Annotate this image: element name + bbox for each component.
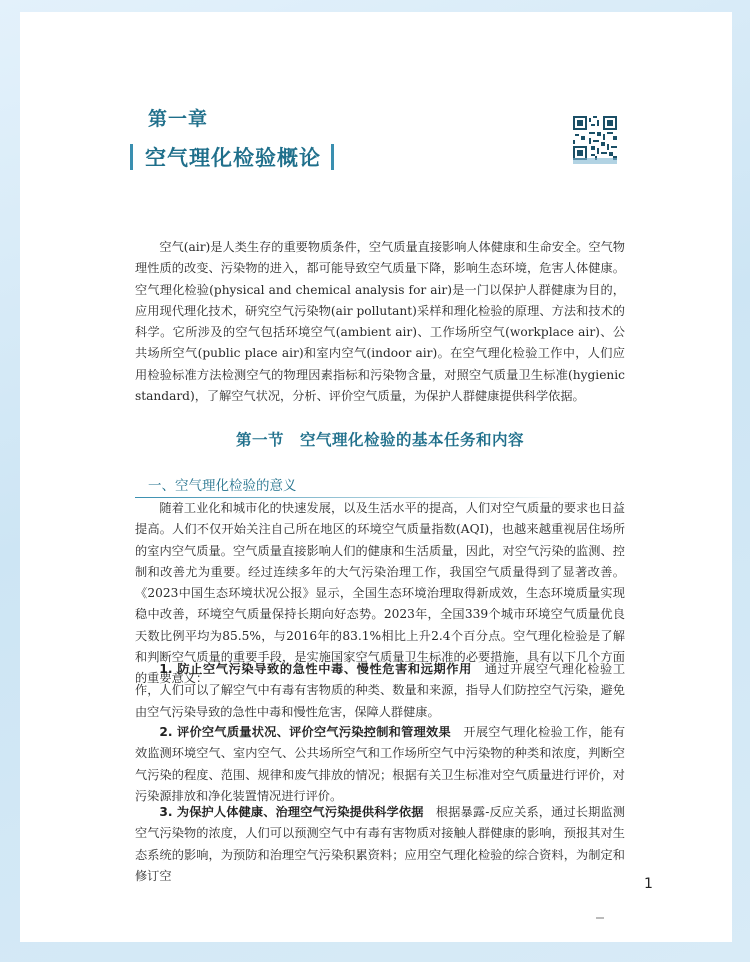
- subsection-title: 一、空气理化检验的意义: [148, 478, 297, 494]
- qr-code-icon[interactable]: [573, 116, 617, 160]
- page-number: 1: [644, 876, 653, 892]
- list-item-text: 根据暴露-反应关系，通过长期监测空气污染物的浓度，人们可以预测空气中有毒有害物质对接触人群健康的影响，预报其对生态系统的影响，为预防和治理空气污染积累资料；应用空气理化检验的综合资料，为制定和修订空: [135, 805, 625, 883]
- list-item: [135, 659, 625, 723]
- section-title: 第一节 空气理化检验的基本任务和内容: [235, 431, 524, 449]
- chapter-label: 第一章: [148, 108, 209, 130]
- chapter-title-block: [130, 142, 334, 172]
- list-item: [135, 722, 625, 807]
- section-body: 随着工业化和城市化的快速发展，以及生活水平的提高，人们对空气质量的要求也日益提高。人们不仅开始关注自己所在地区的环境空气质量指数(AQI)，也越来越重视居住场所的室内空气质量。空气质量直接影响人们的健康和生活质量，因此，对空气污染的监测、控制和改善尤为重要。经过连续多年的大气污染治理工作，我国空气质量得到了显著改善。《2023中国生态环境状况公报》显示，全国生态环境治理取得新成效，生态环境质量实现稳中改善，环境空气质量保持长期向好态势。2023年，全国339个城市环境空气质量优良天数比例平均为85.5%，与2016年的83.1%相比上升2.4个百分点。空气理化检验是了解和判断空气质量的重要手段，是实施国家空气质量卫生标准的必要措施，具有以下几个方面的重要意义：: [135, 501, 625, 686]
- title-bar-right: [331, 144, 334, 170]
- list-item: [135, 802, 625, 887]
- chapter-title: 空气理化检验概论: [145, 146, 321, 170]
- list-item-heading: 1. 防止空气污染导致的急性中毒、慢性危害和远期作用: [159, 662, 472, 676]
- intro-paragraph: 空气(air)是人类生存的重要物质条件，空气质量直接影响人体健康和生命安全。空气物理性质的改变、污染物的进入，都可能导致空气质量下降，影响生态环境，危害人体健康。空气理化检验(physical and chemical analysis for air)是一门以保护人群健康为目的，应用现代理化技术，研究空气污染物(air pollutant)采样和理化检验的原理、方法和技术的科学。它所涉及的空气包括环境空气(ambient air)、工作场所空气(workplace air)、公共场所空气(public place air)和室内空气(indoor air)。在空气理化检验工作中，人们应用检验标准方法检测空气的物理因素指标和污染物含量，对照空气质量卫生标准(hygienic standard)，了解空气状况，分析、评价空气质量，为保护人群健康提供科学依据。: [135, 240, 625, 404]
- qr-caption-strip: [573, 158, 617, 164]
- footer-mark: [596, 917, 604, 919]
- title-bar-left: [130, 144, 133, 170]
- list-item-heading: 3. 为保护人体健康、治理空气污染提供科学依据: [159, 805, 424, 819]
- list-item-text: 通过开展空气理化检验工作，人们可以了解空气中有毒有害物质的种类、数量和来源，指导人们防控空气污染，避免由空气污染导致的急性中毒和慢性危害，保障人群健康。: [135, 662, 626, 719]
- list-item-text: 开展空气理化检验工作，能有效监测环境空气、室内空气、公共场所空气和工作场所空气中污染物的种类和浓度，判断空气污染的程度、范围、规律和废气排放的情况；根据有关卫生标准对空气质量进行评价，对污染源排放和净化装置情况进行评价。: [135, 725, 626, 803]
- list-item-heading: 2. 评价空气质量状况、评价空气污染控制和管理效果: [159, 725, 451, 739]
